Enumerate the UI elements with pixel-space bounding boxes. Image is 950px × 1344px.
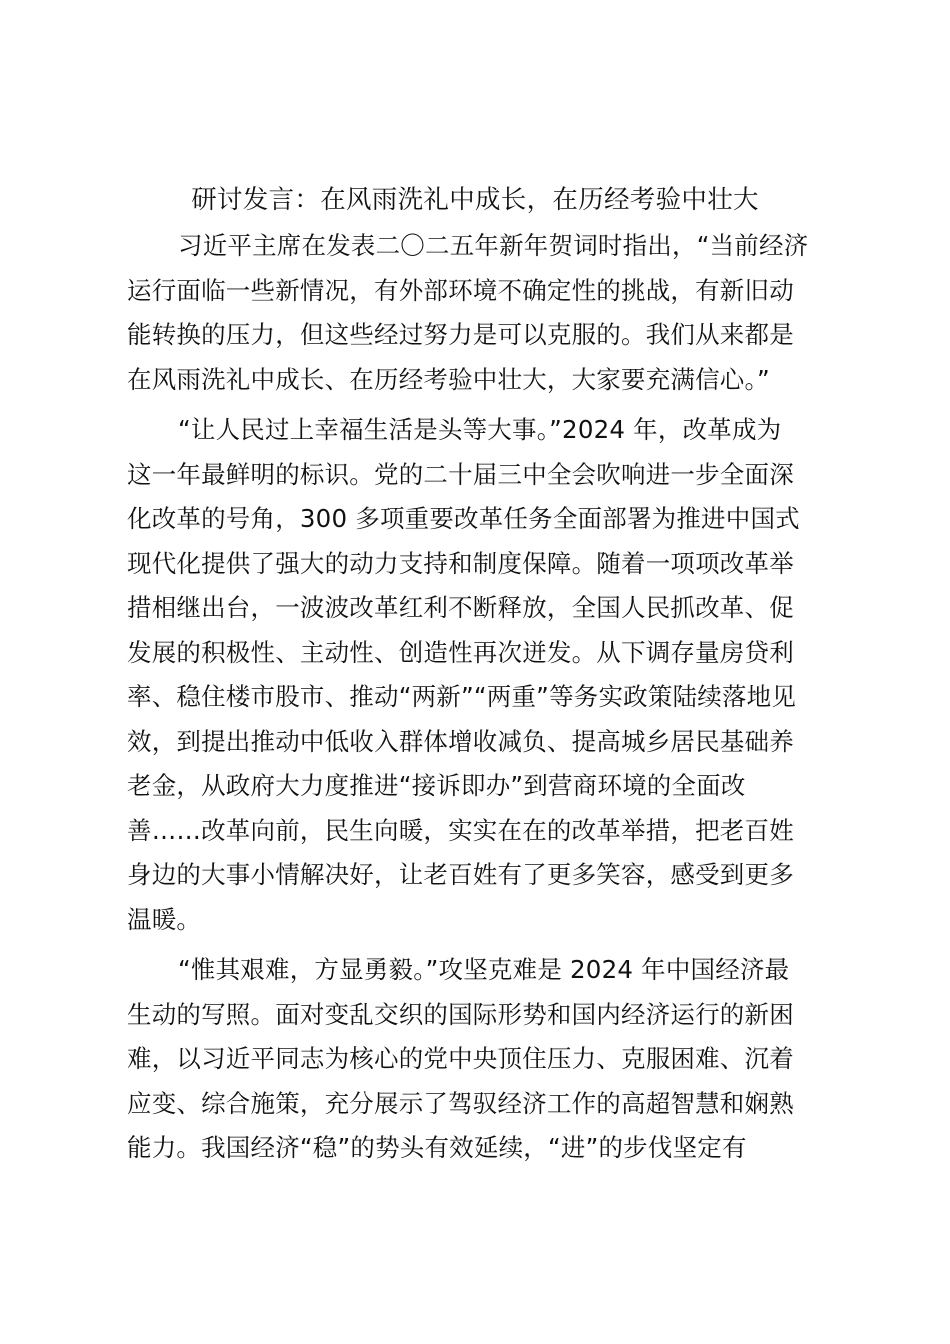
paragraph-2 [127,408,822,942]
paragraph-line: 老金，从政府大力度推进“接诉即办”到营商环境的全面改 [127,771,746,800]
paragraph-line: 在风雨洗礼中成长、在历经考验中壮大，大家要充满信心。” [127,364,770,394]
document-body [127,224,822,1177]
paragraph-line: 身边的大事小情解决好，让老百姓有了更多笑容，感受到更多 [127,860,794,889]
paragraph-line: 能力。我国经济“稳”的势头有效延续，“进”的步伐坚定有 [127,1133,747,1162]
paragraph-line: 生动的写照。面对变乱交织的国际形势和国内经济运行的新困 [127,999,794,1029]
paragraph-line: 善……改革向前，民生向暖，实实在在的改革举措，把老百姓 [127,815,794,845]
paragraph-line: 率、稳住楼市股市、推动“两新”“两重”等务实政策陆续落地见 [127,682,797,711]
paragraph-line: 运行面临一些新情况，有外部环境不确定性的挑战，有新旧动 [127,275,794,305]
paragraph-line: 应变、综合施策，充分展示了驾驭经济工作的高超智慧和娴熟 [127,1088,794,1118]
paragraph-line: 习近平主席在发表二〇二五年新年贺词时指出，“当前经济 [178,231,809,260]
document-title: 研讨发言：在风雨洗礼中成长，在历经考验中壮大 [191,185,759,215]
paragraph-line: 措相继出台，一波波改革红利不断释放，全国人民抓改革、促 [127,593,794,622]
paragraph-line: 现代化提供了强大的动力支持和制度保障。随着一项项改革举 [127,548,794,578]
paragraph-line: “让人民过上幸福生活是头等大事。”2024 年，改革成为 [178,415,782,444]
paragraph-line: 能转换的压力，但这些经过努力是可以克服的。我们从来都是 [127,320,794,349]
paragraph-1 [127,224,822,402]
paragraph-line: 效，到提出推动中低收入群体增收减负、提高城乡居民基础养 [127,726,794,756]
paragraph-line: 温暖。 [127,904,202,934]
paragraph-line: 难，以习近平同志为核心的党中央顶住压力、克服困难、沉着 [127,1044,794,1073]
paragraph-line: 化改革的号角，300 多项重要改革任务全面部署为推进中国式 [127,504,800,533]
paragraph-line: 发展的积极性、主动性、创造性再次迸发。从下调存量房贷利 [127,637,794,667]
paragraph-3 [127,948,822,1171]
paragraph-line: 这一年最鲜明的标识。党的二十届三中全会吹响进一步全面深 [127,459,794,489]
paragraph-line: “惟其艰难，方显勇毅。”攻坚克难是 2024 年中国经济最 [178,955,790,984]
